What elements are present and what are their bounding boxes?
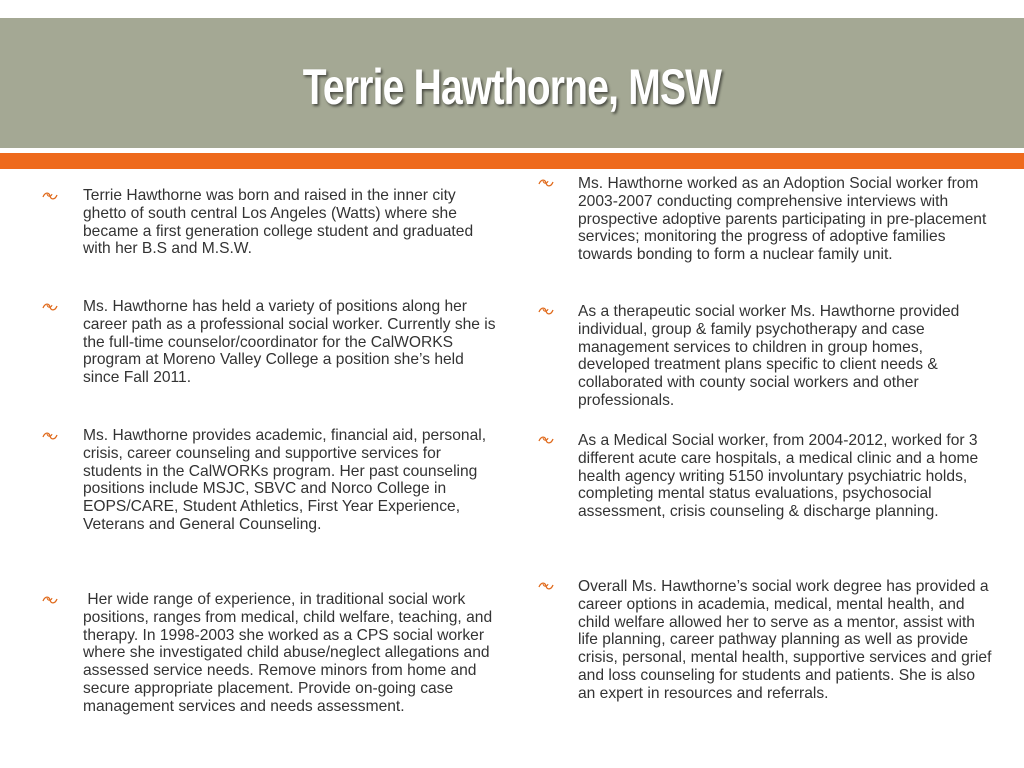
accent-stripe: [0, 153, 1024, 169]
slide-title: Terrie Hawthorne, MSW: [302, 59, 722, 115]
bullet-text: Ms. Hawthorne worked as an Adoption Social worker from 2003-2007 conducting comprehensive interviews with prospective adoptive parents participating in pre-placement services; monitoring the progress of adoptive families towards bonding to form a nuclear family unit.: [578, 175, 987, 264]
bullet-text: Ms. Hawthorne provides academic, financial aid, personal, crisis, career counseling and supportive services for students in the CalWORKs program. Her past counseling positions include MSJC, SBVC and Norco College in EOPS/CARE, Student Athletics, First Year Experience, Veterans and General Counseling.: [83, 427, 487, 533]
list-item: [83, 298, 503, 387]
title-band: [0, 18, 1024, 148]
list-item: [578, 303, 992, 410]
curly-loop-icon: [42, 595, 58, 605]
list-item: [578, 175, 992, 264]
bullet-text: Her wide range of experience, in traditional social work positions, ranges from medical, child welfare, teaching, and therapy. In 1998-2003 she worked as a CPS social worker where she investigated child abuse/neglect allegations and assessed service needs. Remove minors from home and secure appropriate placement. Provide on-going case management services and needs assessment.: [83, 591, 497, 715]
curly-loop-icon: [538, 581, 554, 591]
curly-loop-icon: [538, 435, 554, 445]
list-item: [83, 591, 503, 716]
curly-loop-icon: [538, 178, 554, 188]
list-item: [83, 187, 503, 258]
curly-loop-icon: [42, 191, 58, 201]
curly-loop-icon: [42, 302, 58, 312]
curly-loop-icon: [42, 431, 58, 441]
bullet-text: As a therapeutic social worker Ms. Hawthorne provided individual, group & family psychotherapy and case management services to children in group homes, developed treatment plans specific to client needs & collaborated with county social workers and other professionals.: [578, 303, 960, 409]
list-item: [578, 432, 992, 521]
bullet-text: Terrie Hawthorne was born and raised in the inner city ghetto of south central Los Angeles (Watts) where she became a first generation college student and graduated with her B.S and M.S.W.: [83, 187, 474, 258]
list-item: [578, 578, 992, 703]
bullet-text: Ms. Hawthorne has held a variety of positions along her career path as a professional social worker. Currently she is the full-time counselor/coordinator for the CalWORKS program at Moreno Valley College a position she’s held since Fall 2011.: [83, 298, 496, 387]
list-item: [83, 427, 503, 534]
bullet-text: As a Medical Social worker, from 2004-2012, worked for 3 different acute care hospitals, a medical clinic and a home health agency writing 5150 involuntary psychiatric holds, completing mental status evaluations, psychosocial assessment, crisis counseling & discharge planning.: [578, 432, 979, 521]
bullet-text: Overall Ms. Hawthorne’s social work degree has provided a career options in academia, medical, mental health, and child welfare allowed her to serve as a mentor, assist with life planning, career pathway planning as well as provide crisis, personal, mental health, supportive services and grief and loss counseling for students and patients. She is also an expert in resources and referrals.: [578, 578, 992, 702]
curly-loop-icon: [538, 306, 554, 316]
